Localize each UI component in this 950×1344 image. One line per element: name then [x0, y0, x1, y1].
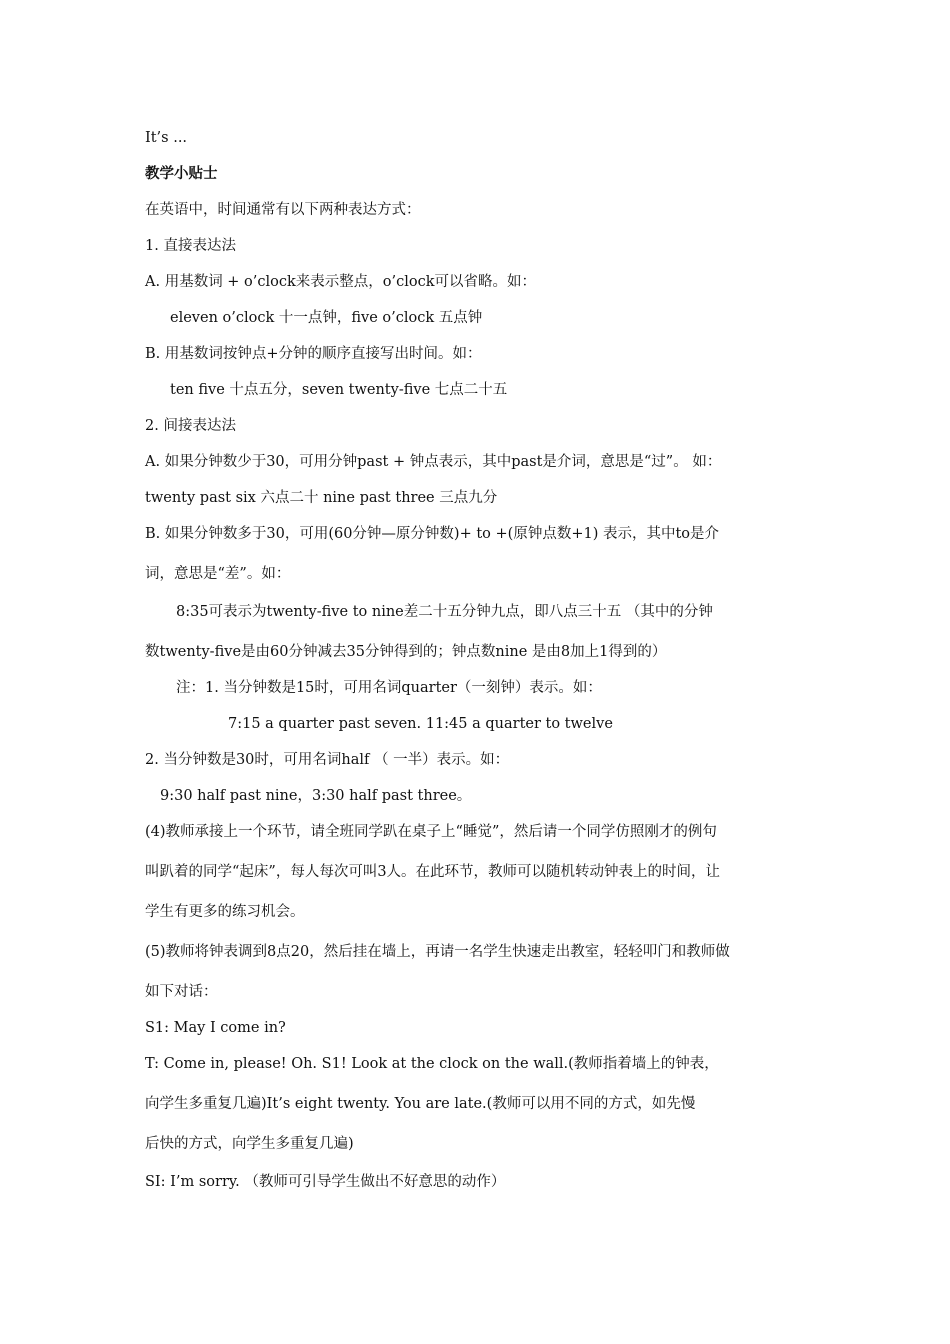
note-quarter: 注：1. 当分钟数是15时，可用名词quarter（一刻钟）表示。如：: [176, 680, 602, 696]
dialogue-s1-line: S1: May I come in?: [145, 1020, 286, 1036]
indirect-rule-b-line2: 词，意思是“差”。如：: [145, 566, 291, 582]
intro-line: 在英语中，时间通常有以下两种表达方式：: [145, 202, 421, 218]
direct-example-b: ten five 十点五分，seven twenty-five 七点二十五: [170, 382, 508, 398]
direct-example-a: eleven o’clock 十一点钟，five o’clock 五点钟: [170, 310, 483, 326]
step5-line2: 如下对话：: [145, 984, 218, 1000]
step4-line2: 叫趴着的同学“起床”，每人每次可叫3人。在此环节，教师可以随机转动钟表上的时间，让: [145, 864, 721, 880]
indirect-example-b-line1: 8:35可表示为twenty-five to nine差二十五分钟九点，即八点三十五 （其中的分钟: [176, 604, 713, 620]
note-half: 2. 当分钟数是30时，可用名词half （ 一半）表示。如：: [145, 752, 510, 768]
indirect-example-b-line2: 数twenty-five是由60分钟减去35分钟得到的；钟点数nine 是由8加上1得到的）: [145, 644, 667, 660]
dialogue-t-line1: T: Come in, please! Oh. S1! Look at the clock on the wall.(教师指着墙上的钟表，: [145, 1056, 719, 1072]
dialogue-s1-sorry-line: SI: I’m sorry. （教师可引导学生做出不好意思的动作）: [145, 1174, 506, 1190]
step4-line3: 学生有更多的练习机会。: [145, 904, 305, 920]
step4-line1: (4)教师承接上一个环节，请全班同学趴在桌子上“睡觉”，然后请一个同学仿照刚才的例句: [145, 824, 717, 840]
indirect-rule-b-line1: B. 如果分钟数多于30，可用(60分钟—原分钟数)+ to +(原钟点数+1) 表示，其中to是介: [145, 526, 720, 542]
direct-rule-b: B. 用基数词按钟点+分钟的顺序直接写出时间。如：: [145, 346, 482, 362]
step5-line1: (5)教师将钟表调到8点20，然后挂在墙上，再请一名学生快速走出教室，轻轻叩门和教师做: [145, 944, 730, 960]
its-line: It’s ...: [145, 130, 188, 146]
indirect-rule-a: A. 如果分钟数少于30，可用分钟past + 钟点表示，其中past是介词，意思是“过”。 如：: [145, 454, 722, 470]
indirect-example-a: twenty past six 六点二十 nine past three 三点九分: [145, 490, 498, 506]
section-indirect-heading: 2. 间接表达法: [145, 418, 236, 434]
tips-heading: 教学小贴士: [145, 165, 218, 182]
section-direct-heading: 1. 直接表达法: [145, 238, 236, 254]
note-half-example: 9:30 half past nine，3:30 half past three。: [160, 788, 472, 804]
direct-rule-a: A. 用基数词 + o’clock来表示整点，o’clock可以省略。如：: [145, 274, 537, 290]
dialogue-t-line3: 后快的方式，向学生多重复几遍): [145, 1136, 354, 1152]
dialogue-t-line2: 向学生多重复几遍)It’s eight twenty. You are late.(教师可以用不同的方式，如先慢: [145, 1096, 696, 1112]
note-quarter-example: 7:15 a quarter past seven. 11:45 a quarter to twelve: [228, 716, 613, 732]
